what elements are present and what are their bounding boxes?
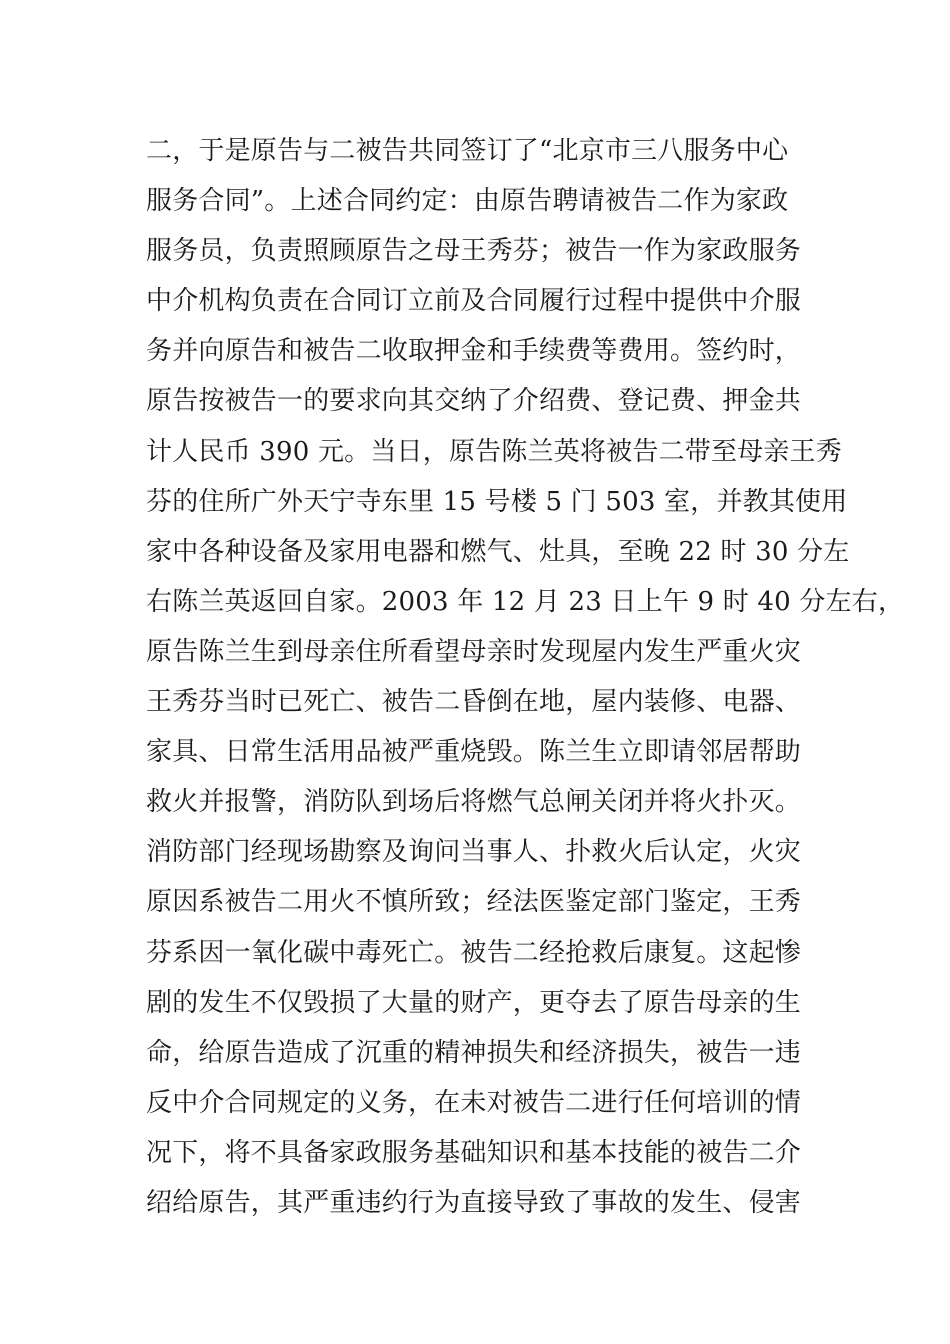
text-line: 家具、日常生活用品被严重烧毁。陈兰生立即请邻居帮助 — [146, 737, 802, 768]
text-line: 绍给原告，其严重违约行为直接导致了事故的发生、侵害 — [146, 1187, 802, 1218]
document-body-text — [146, 126, 905, 1228]
text-line: 原因系被告二用火不慎所致；经法医鉴定部门鉴定，王秀 — [146, 887, 802, 918]
text-line: 右陈兰英返回自家。2003 年 12 月 23 日上午 9 时 40 分左右， — [146, 586, 905, 617]
text-line: 王秀芬当时已死亡、被告二昏倒在地，屋内装修、电器、 — [146, 687, 802, 718]
text-line: 芬的住所广外天宁寺东里 15 号楼 5 门 503 室，并教其使用 — [146, 486, 848, 517]
text-line: 剧的发生不仅毁损了大量的财产，更夺去了原告母亲的生 — [146, 987, 802, 1018]
text-line: 服务合同”。上述合同约定：由原告聘请被告二作为家政 — [146, 186, 789, 217]
text-line: 中介机构负责在合同订立前及合同履行过程中提供中介服 — [146, 286, 802, 317]
text-line: 命，给原告造成了沉重的精神损失和经济损失，被告一违 — [146, 1037, 802, 1068]
text-line: 二，于是原告与二被告共同签订了“北京市三八服务中心 — [146, 136, 789, 166]
text-line: 原告陈兰生到母亲住所看望母亲时发现屋内发生严重火灾 — [146, 636, 802, 667]
text-line: 原告按被告一的要求向其交纳了介绍费、登记费、押金共 — [146, 386, 802, 417]
text-line: 计人民币 390 元。当日，原告陈兰英将被告二带至母亲王秀 — [146, 436, 842, 467]
text-line: 服务员，负责照顾原告之母王秀芬；被告一作为家政服务 — [146, 236, 802, 267]
text-line: 反中介合同规定的义务，在未对被告二进行任何培训的情 — [146, 1087, 802, 1118]
text-line: 消防部门经现场勘察及询问当事人、扑救火后认定，火灾 — [146, 837, 802, 868]
text-line: 况下，将不具备家政服务基础知识和基本技能的被告二介 — [146, 1137, 802, 1168]
text-line: 家中各种设备及家用电器和燃气、灶具，至晚 22 时 30 分左 — [146, 536, 850, 567]
text-line: 务并向原告和被告二收取押金和手续费等费用。签约时， — [146, 336, 802, 367]
text-line: 救火并报警，消防队到场后将燃气总闸关闭并将火扑灭。 — [146, 787, 802, 818]
text-line: 芬系因一氧化碳中毒死亡。被告二经抢救后康复。这起惨 — [146, 937, 802, 968]
